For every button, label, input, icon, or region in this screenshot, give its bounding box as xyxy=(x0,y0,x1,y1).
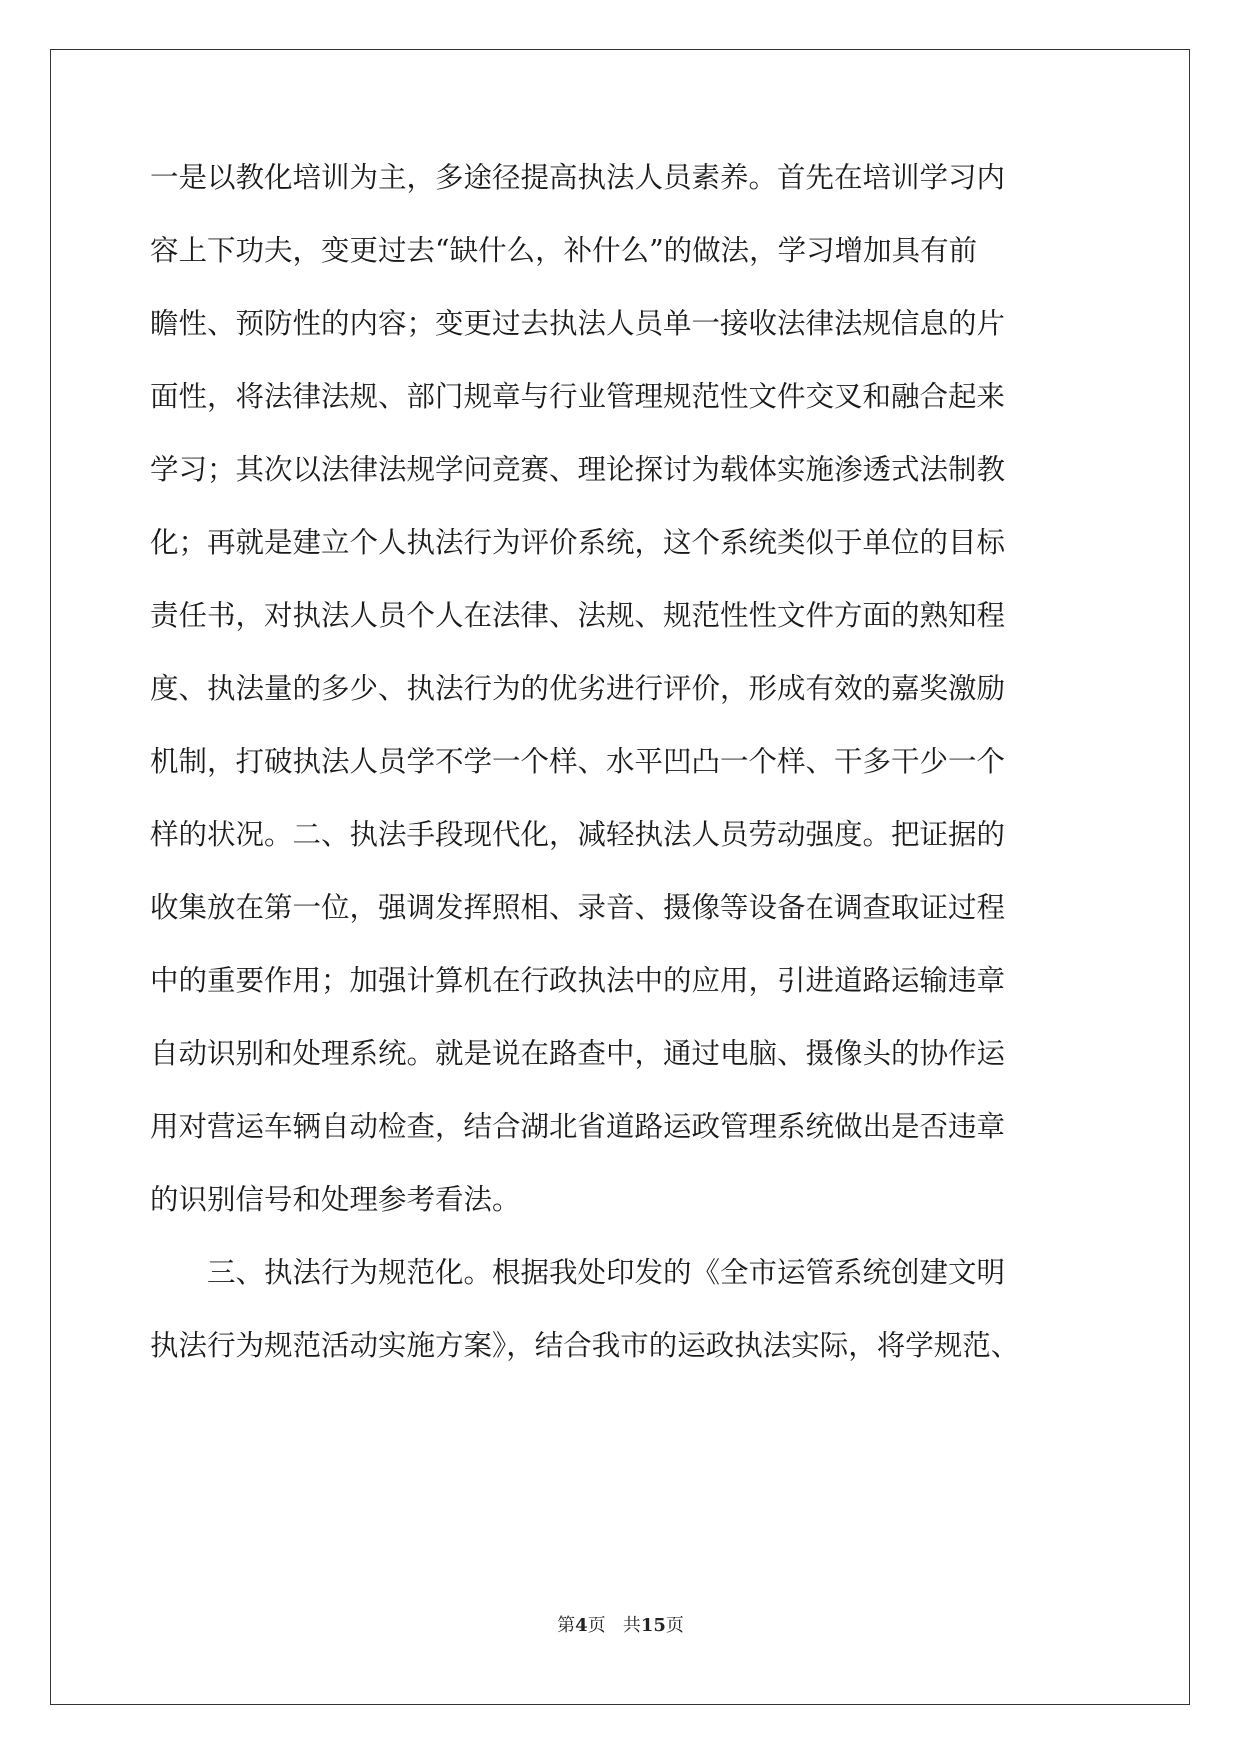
text-line: 用对营运车辆自动检查，结合湖北省道路运政管理系统做出是否违章 xyxy=(150,1110,1006,1143)
page-prefix: 第 xyxy=(557,1615,576,1636)
text-line: 中的重要作用；加强计算机在行政执法中的应用，引进道路运输违章 xyxy=(150,964,1006,997)
text-line: 一是以教化培训为主，多途径提高执法人员素养。首先在培训学习内 xyxy=(150,161,1006,194)
text-line: 度、执法量的多少、执法行为的优劣进行评价，形成有效的嘉奖激励 xyxy=(150,672,1006,705)
text-line: 责任书，对执法人员个人在法律、法规、规范性性文件方面的熟知程 xyxy=(150,599,1006,632)
page-footer xyxy=(0,1614,1241,1638)
text-line: 容上下功夫，变更过去“缺什么，补什么”的做法，学习增加具有前 xyxy=(150,234,978,267)
paragraph-start-line: 三、执法行为规范化。根据我处印发的《全市运管系统创建文明 xyxy=(207,1256,1006,1289)
text-line: 的识别信号和处理参考看法。 xyxy=(150,1183,521,1216)
text-line: 化；再就是建立个人执法行为评价系统，这个系统类似于单位的目标 xyxy=(150,526,1006,559)
text-line: 执法行为规范活动实施方案》，结合我市的运政执法实际，将学规范、 xyxy=(150,1329,1020,1362)
total-pages-number: 15 xyxy=(640,1615,666,1636)
text-line: 样的状况。二、执法手段现代化，减轻执法人员劳动强度。把证据的 xyxy=(150,818,1006,851)
text-line: 瞻性、预防性的内容；变更过去执法人员单一接收法律法规信息的片 xyxy=(150,307,1006,340)
page-border xyxy=(50,49,1190,1705)
current-page-number: 4 xyxy=(575,1615,588,1636)
total-suffix: 页 xyxy=(665,1615,684,1636)
total-prefix: 共 xyxy=(622,1615,641,1636)
text-line: 面性，将法律法规、部门规章与行业管理规范性文件交叉和融合起来 xyxy=(150,380,1006,413)
text-line: 收集放在第一位，强调发挥照相、录音、摄像等设备在调查取证过程 xyxy=(150,891,1006,924)
page-suffix: 页 xyxy=(587,1615,606,1636)
text-line: 学习；其次以法律法规学问竞赛、理论探讨为载体实施渗透式法制教 xyxy=(150,453,1006,486)
text-line: 机制，打破执法人员学不学一个样、水平凹凸一个样、干多干少一个 xyxy=(150,745,1006,778)
text-line: 自动识别和处理系统。就是说在路查中，通过电脑、摄像头的协作运 xyxy=(150,1037,1006,1070)
